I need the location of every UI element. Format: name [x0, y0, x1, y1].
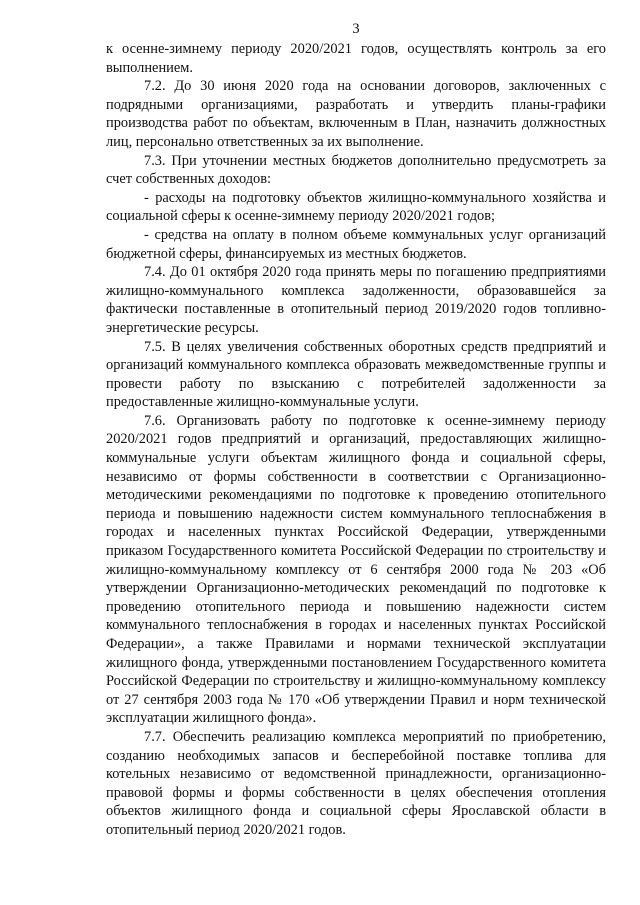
paragraph-7-6: 7.6. Организовать работу по подготовке к осенне-зимнему периоду 2020/2021 годов предприятий и организаций, предоставляющих жилищно-коммунальные услуги объектам жилищного фонда и социальной сферы, независимо от формы собственности в соответствии с Организационно-методическими рекомендациями по подготовке к проведению отопительного периода и повышению надежности систем коммунального теплоснабжения в городах и населенных пунктах Российской Федерации, утвержденными приказом Государственного комитета Российской Федерации по строительству и жилищно-коммунальному комплексу от 6 сентября 2000 года № 203 «Об утверждении Организационно-методических рекомендаций по подготовке к проведению отопительного периода и повышению надежности систем коммунального теплоснабжения в городах и населенных пунктах Российской Федерации», а также Правилами и нормами технической эксплуатации жилищного фонда, утвержденными постановлением Государственного комитета Российской Федерации по строительству и жилищно-коммунальному комплексу от 27 сентября 2003 года № 170 «Об утверждении Правил и норм технической эксплуатации жилищного фонда». [106, 412, 606, 727]
page-number: 3 [352, 21, 360, 37]
paragraph-7-3-item-funds: - средства на оплату в полном объеме коммунальных услуг организаций бюджетной сферы, финансируемых из местных бюджетов. [106, 226, 606, 262]
paragraph-7-3-item-expenses: - расходы на подготовку объектов жилищно-коммунального хозяйства и социальной сферы к осенне-зимнему периоду 2020/2021 годов; [106, 189, 606, 225]
paragraph-7-4: 7.4. До 01 октября 2020 года принять меры по погашению предприятиями жилищно-коммунального комплекса задолженности, образовавшейся за фактически поставленные в отопительный период 2019/2020 годов топливно-энергетические ресурсы. [106, 264, 606, 336]
paragraph-7-3: 7.3. При уточнении местных бюджетов дополнительно предусмотреть за счет собственных доходов: [106, 152, 606, 188]
paragraph-continuation: к осенне-зимнему периоду 2020/2021 годов, осуществлять контроль за его выполнением. [106, 41, 606, 76]
paragraph-7-2: 7.2. До 30 июня 2020 года на основании договоров, заключенных с подрядными организациями, разработать и утвердить планы-графики производства работ по объектам, включенным в План, назначить должностных лиц, персонально ответственных за их выполнение. [106, 78, 606, 150]
paragraph-7-7: 7.7. Обеспечить реализацию комплекса мероприятий по приобретению, созданию необходимых запасов и бесперебойной поставке топлива для котельных независимо от ведомственной принадлежности, организационно-правовой формы и формы собственности в целях обеспечения отопления объектов жилищного фонда и социальной сферы Ярославской области в отопительный период 2020/2021 годов. [106, 728, 606, 838]
paragraph-7-5: 7.5. В целях увеличения собственных оборотных средств предприятий и организаций коммунального комплекса образовать межведомственные группы и провести работу по взысканию с потребителей задолженности за предоставленные жилищно-коммунальные услуги. [106, 338, 606, 411]
